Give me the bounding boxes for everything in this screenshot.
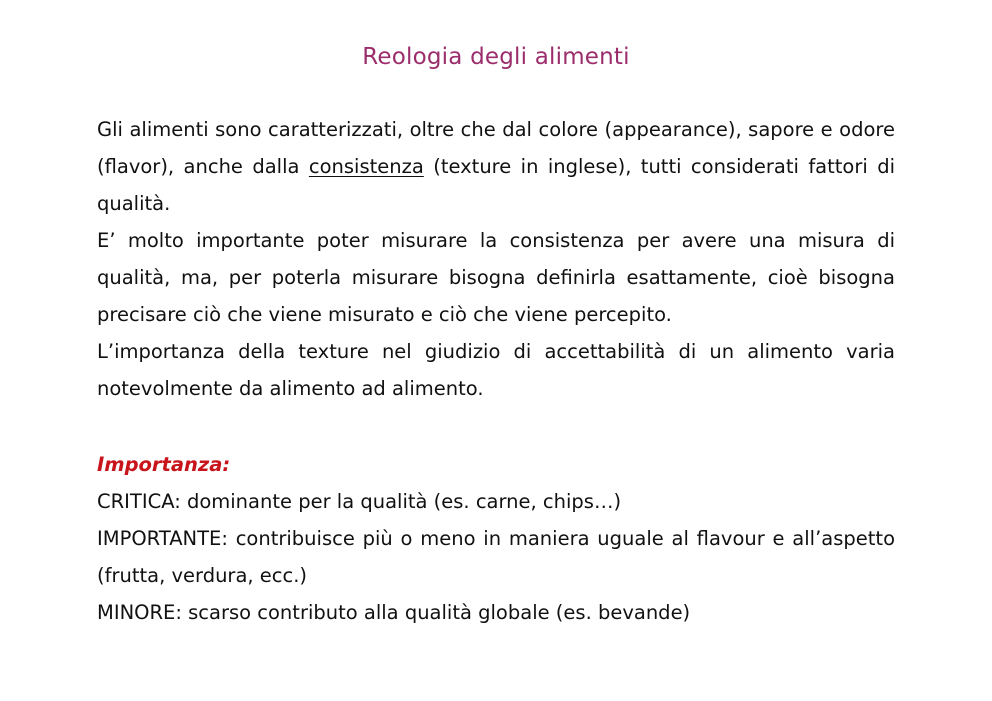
- importance-heading: Importanza:: [97, 453, 231, 476]
- slide-title: Reologia degli alimenti: [362, 44, 630, 70]
- importance-block: [97, 446, 895, 631]
- importance-critica: CRITICA: dominante per la qualità (es. carne, chips…): [97, 490, 622, 513]
- intro-block: [97, 111, 895, 407]
- importance-importante: IMPORTANTE: contribuisce più o meno in maniera uguale al flavour e all’aspetto (frutta, verdura, ecc.): [97, 527, 895, 587]
- intro-paragraph-1: [97, 111, 895, 222]
- intro-p1-start: Gli alimenti sono caratterizzati, oltre che dal colore (appearance), sapore e odore (flavor), anche dalla: [97, 118, 895, 178]
- intro-paragraph-2: E’ molto importante poter misurare la consistenza per avere una misura di qualità, ma, per poterla misurare bisogna definirla esattamente, cioè bisogna precisare ciò che viene misurato e ciò che viene percepito.: [97, 229, 895, 326]
- intro-p1-end: (texture in inglese), tutti considerati fattori di qualità.: [97, 155, 895, 215]
- consistenza-term: consistenza: [308, 155, 424, 178]
- intro-paragraph-3: L’importanza della texture nel giudizio di accettabilità di un alimento varia notevolmente da alimento ad alimento.: [97, 340, 895, 400]
- importance-minore: MINORE: scarso contributo alla qualità globale (es. bevande): [97, 601, 691, 624]
